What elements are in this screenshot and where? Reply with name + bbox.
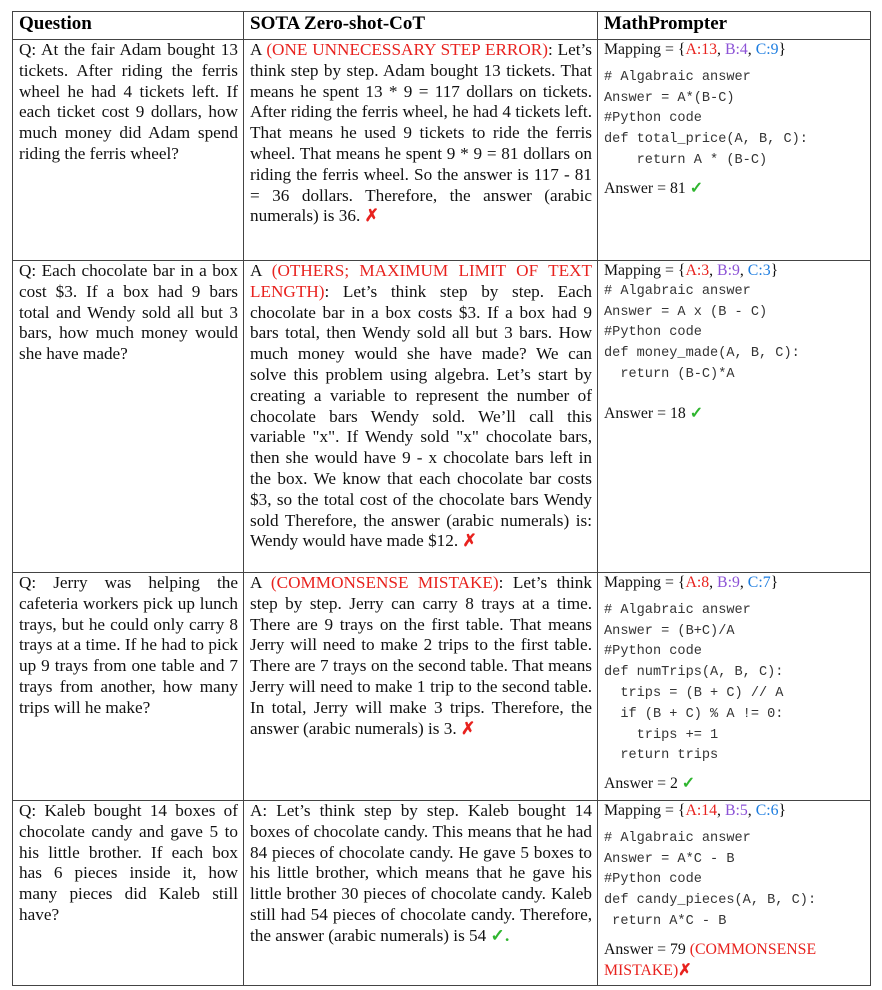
mathprompter-cell	[598, 261, 871, 573]
cot-cell	[244, 573, 598, 801]
code-block: # Algabraic answer Answer = A*C - B #Python code def candy_pieces(A, B, C): return A*C - B	[604, 830, 817, 929]
code-block: # Algabraic answer Answer = A x (B - C) #Python code def money_made(A, B, C): return (B-C)*A	[604, 283, 800, 382]
mapping: Mapping = {A:13, B:4, C:9}	[604, 41, 787, 58]
check-icon: ✓.	[490, 925, 510, 945]
table-row	[13, 801, 871, 986]
cot-prefix: A	[250, 573, 271, 592]
mapping: Mapping = {A:14, B:5, C:6}	[604, 802, 787, 819]
mathprompter-cell	[598, 801, 871, 986]
cot-text: A: Let’s think step by step. Kaleb bought 14 boxes of chocolate candy. This means that he had 84 pieces of chocolate candy. He gave 5 boxes to his little brother, which means that he gave his little brother 30 pieces of chocolate candy. Kaleb still had 54 pieces of chocolate candy. Therefore, the answer (arabic numerals) is 54	[250, 801, 592, 945]
check-icon: ✓	[689, 179, 703, 197]
table-row	[13, 573, 871, 801]
mapping: Mapping = {A:3, B:9, C:3}	[604, 262, 779, 279]
mapping: Mapping = {A:8, B:9, C:7}	[604, 574, 779, 591]
table-row	[13, 40, 871, 261]
code-block: # Algabraic answer Answer = A*(B-C) #Python code def total_price(A, B, C): return A * (B-C)	[604, 69, 808, 168]
answer-line: Answer = 2 ✓	[604, 775, 696, 793]
code-block: # Algabraic answer Answer = (B+C)/A #Python code def numTrips(A, B, C): trips = (B + C) // A if (B + C) % A != 0: trips += 1 return trips	[604, 602, 784, 764]
cross-icon: ✗	[462, 531, 477, 551]
cot-cell	[244, 40, 598, 261]
cot-prefix: A	[250, 261, 272, 280]
cross-icon: ✗	[678, 961, 692, 979]
question-cell: Q: At the fair Adam bought 13 tickets. After riding the ferris wheel he had 4 tickets left. If each ticket cost 9 dollars, how much money did Adam spend riding the ferris wheel?	[13, 40, 244, 261]
question-cell: Q: Each chocolate bar in a box cost $3. If a box had 9 bars total and Wendy sold all but 3 bars, how much money would she have made?	[13, 261, 244, 573]
cot-text: : Let’s think step by step. Each chocolate bar in a box costs $3. If a box had 9 bars total, then Wendy sold all but 3 bars. How much money would she have made? We can solve this problem using algebra. Let’s start by creating a variable to represent the number of chocolate bars Wendy sold. We’ll call this variable "x". If Wendy sold "x" chocolate bars, then she would have 9 - x chocolate bars left in the box. We know that each chocolate bar costs $3, so the total cost of the chocolate bars Wendy sold Therefore, the answer (arabic numerals) is: Wendy would have made $12.	[250, 281, 592, 551]
cot-error-label: (OTHERS; MAXIMUM LIMIT OF TEXT LENGTH)	[250, 261, 592, 301]
answer-error-label: (COMMONSENSE MISTAKE)	[604, 940, 817, 979]
cross-icon: ✗	[364, 206, 379, 226]
answer-line: Answer = 81 ✓	[604, 179, 703, 197]
cot-error-label: (COMMONSENSE MISTAKE)	[270, 573, 499, 592]
header-question: Question	[13, 12, 244, 40]
mathprompter-cell	[598, 40, 871, 261]
question-cell: Q: Kaleb bought 14 boxes of chocolate candy and gave 5 to his little brother. If each box has 6 pieces inside it, how many pieces did Kaleb still have?	[13, 801, 244, 986]
answer-line: Answer = 79 (COMMONSENSE MISTAKE)✗	[604, 940, 817, 979]
cot-error-label: (ONE UNNECESSARY STEP ERROR)	[266, 40, 548, 59]
cot-text: : Let’s think step by step. Adam bought 13 tickets. That means he spent 13 * 9 = 117 dollars on tickets. After riding the ferris wheel, he had 4 tickets left. That means he used 9 tickets to ride the ferris wheel. That means he spent 9 * 9 = 81 dollars on riding the ferris wheel. So the answer is 117 - 81 = 36 dollars. Therefore, the answer (arabic numerals) is 36.	[250, 40, 592, 226]
cross-icon: ✗	[460, 718, 476, 738]
cot-cell	[244, 801, 598, 986]
cot-prefix: A	[250, 40, 267, 59]
cot-cell	[244, 261, 598, 573]
table-row	[13, 261, 871, 573]
check-icon: ✓	[681, 775, 696, 793]
answer-line: Answer = 18 ✓	[604, 404, 703, 422]
check-icon: ✓	[689, 404, 703, 422]
header-cot: SOTA Zero-shot-CoT	[244, 12, 598, 40]
cot-text: : Let’s think step by step. Jerry can carry 8 trays at a time. There are 9 trays on the first table. That means Jerry will need to make 2 trips to the first table. There are 7 trays on the second table. That means Jerry will need to make 1 trip to the second table. In total, Jerry will make 3 trips. Therefore, the answer (arabic numerals) is 3.	[250, 573, 592, 738]
header-mathprompter: MathPrompter	[598, 12, 871, 40]
comparison-table	[12, 11, 871, 986]
question-cell: Q: Jerry was helping the cafeteria workers pick up lunch trays, but he could only carry 8 trays at a time. If he had to pick up 9 trays from one table and 7 trays from another, how many trips will he make?	[13, 573, 244, 801]
mathprompter-cell	[598, 573, 871, 801]
header-row	[13, 12, 871, 40]
